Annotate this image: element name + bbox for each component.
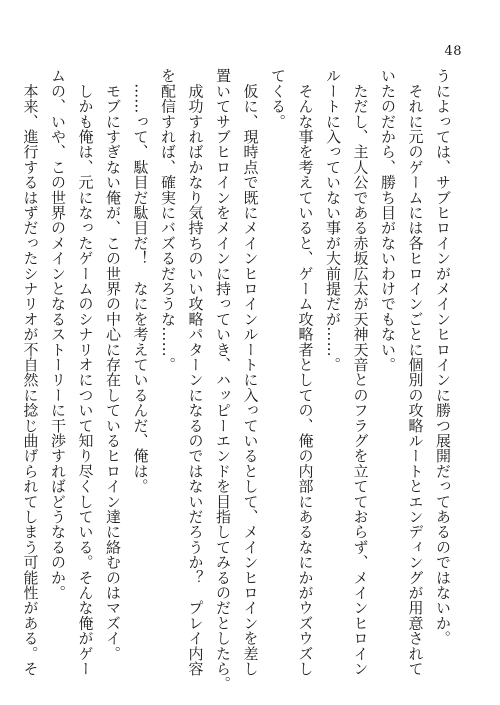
text-line: てくる。: [269, 68, 287, 129]
body-text: [21, 68, 456, 692]
text-line: モブにすぎない俺が、この世界の中心に存在しているヒロイン達に絡むのはマズイ。: [104, 68, 122, 661]
text-line: を配信すれば、確実にバズるだろうな……。: [159, 68, 177, 372]
text-line: そんな事を考えていると、ゲーム攻略者としての、俺の内部にあるなにかがウズウズし: [296, 68, 315, 676]
text-line: いたのだから、勝ち目がないわけでもない。: [379, 68, 397, 372]
text-line: 仮に、現時点で既にメインヒロインルートに入っているとして、メインヒロインを差し: [241, 68, 260, 676]
text-line: ムの、いや、この世界のメインとなるストーリーに干渉すればどうなるのか。: [49, 68, 67, 600]
text-line: ただし、主人公である赤坂広太が天神天音とのフラグを立てておらず、メインヒロイン: [351, 68, 370, 676]
page-number: 48: [444, 44, 462, 59]
text-line: 置いてサブヒロインをメインに持っていき、ハッピーエンドを目指してみるのだとしたら。: [214, 68, 232, 692]
text-line: それに元のゲームには各ヒロインごとに個別の攻略ルートとエンディングが用意されて: [406, 68, 425, 676]
text-line: うによっては、サブヒロインがメインヒロインに勝つ展開だってあるのではないか。: [434, 68, 452, 646]
text-line: ルートに入っていない事が大前提だが……。: [324, 68, 342, 372]
text-line: しかも俺は、元になったゲームのシナリオについて知り尽くしている。そんな俺がゲー: [76, 68, 95, 676]
text-line: 本来、進行するはずだったシナリオが不自然に捻じ曲げられてしまう可能性がある。そ: [21, 68, 40, 676]
text-line: ……って、駄目だ駄目だ！ なにを考えているんだ、俺は。: [131, 68, 150, 494]
text-line: 成功すればかなり気持ちのいい攻略パターンになるのではないだろうか？ プレイ内容: [186, 68, 205, 676]
